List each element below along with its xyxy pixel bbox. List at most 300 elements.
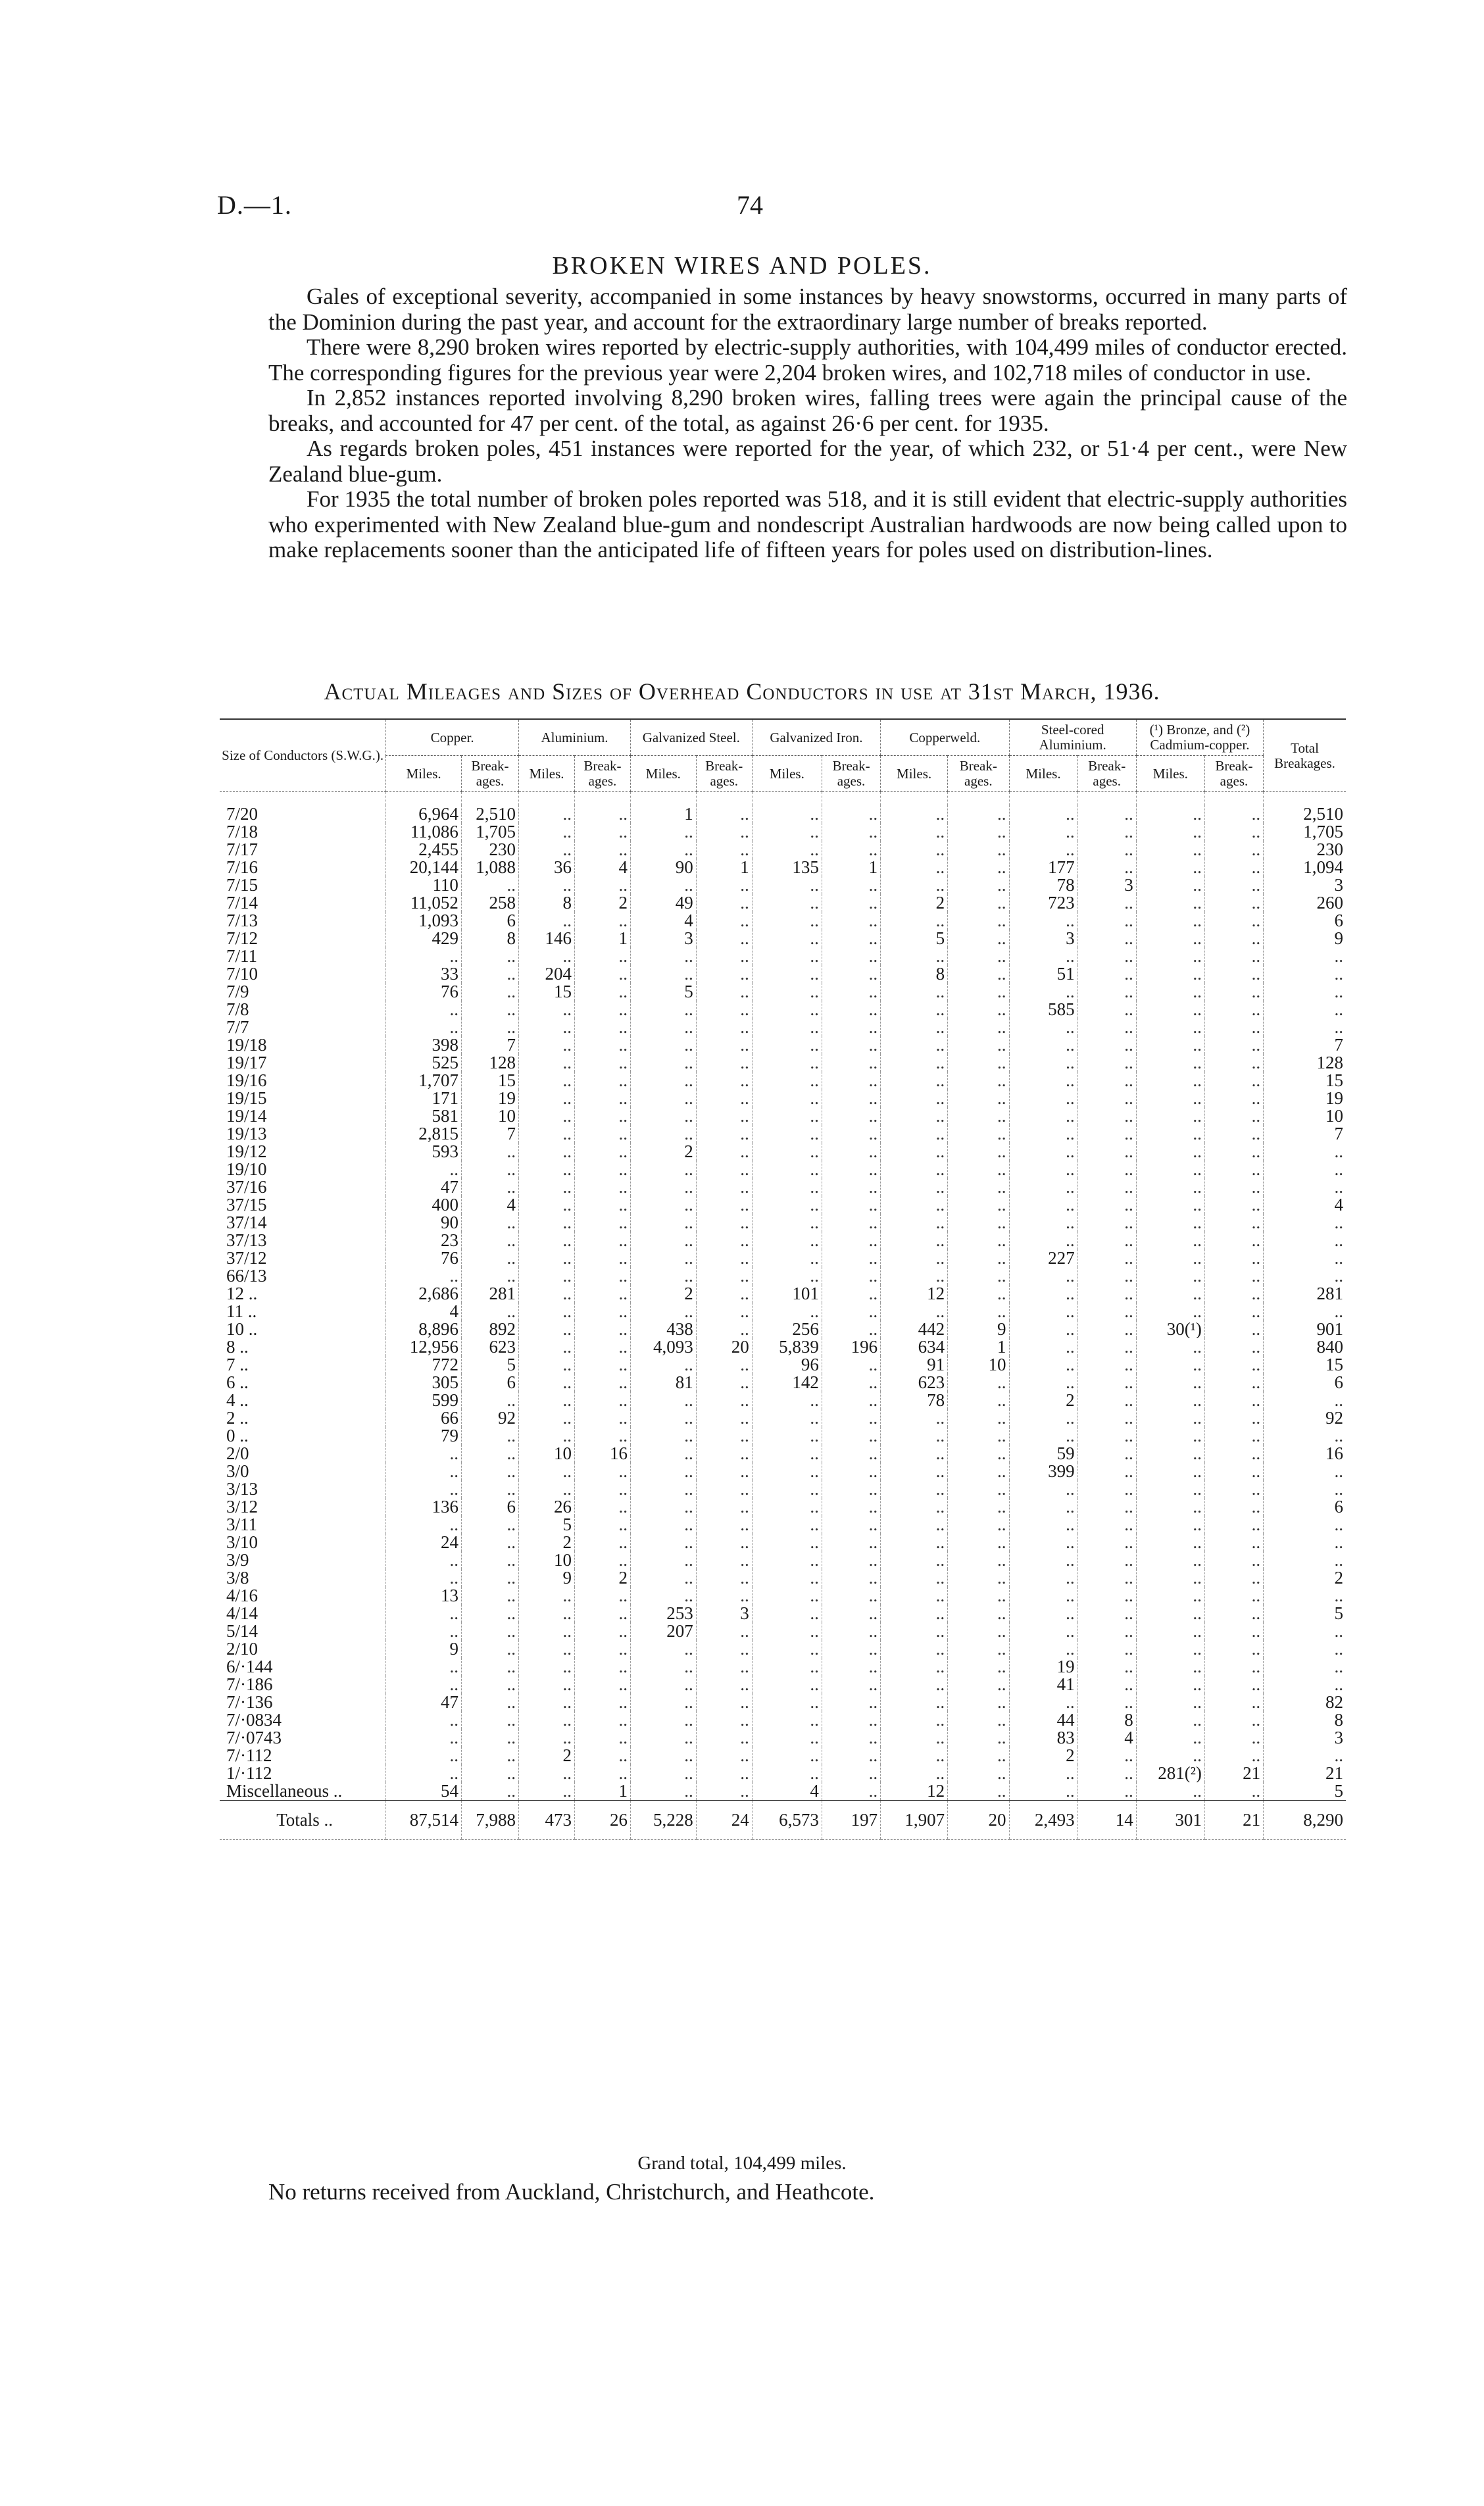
value-cell: .. xyxy=(1136,823,1204,841)
value-cell: .. xyxy=(1204,1711,1263,1729)
size-cell: 7/10 xyxy=(226,965,259,983)
value-cell: .. xyxy=(630,876,696,894)
value-cell: 525 xyxy=(386,1054,462,1072)
value-cell: .. xyxy=(630,1445,696,1463)
value-cell: .. xyxy=(822,1587,880,1605)
value-cell: .. xyxy=(822,1605,880,1622)
value-cell: .. xyxy=(696,1356,752,1374)
value-cell: 1 xyxy=(822,859,880,876)
value-cell: .. xyxy=(1204,1534,1263,1551)
grand-total: Grand total, 104,499 miles. xyxy=(637,2153,847,2174)
size-cell: 1/·112 xyxy=(226,1765,272,1782)
spacer-cell xyxy=(574,792,630,806)
value-cell: 8 xyxy=(881,965,948,983)
size-cell: 7/12 xyxy=(226,930,259,947)
value-cell: .. xyxy=(881,805,948,823)
value-cell: .. xyxy=(519,823,575,841)
value-cell: .. xyxy=(574,823,630,841)
value-cell: .. xyxy=(822,1232,880,1249)
value-cell: .. xyxy=(948,947,1009,965)
value-cell: 1 xyxy=(574,930,630,947)
value-cell: 19 xyxy=(1264,1090,1346,1107)
value-cell: .. xyxy=(574,1480,630,1498)
value-cell: .. xyxy=(630,1551,696,1569)
value-cell: .. xyxy=(630,1676,696,1693)
table-row xyxy=(220,1676,1346,1693)
table-row xyxy=(220,1622,1346,1640)
value-cell: .. xyxy=(1204,1018,1263,1036)
value-cell: .. xyxy=(1204,1782,1263,1801)
value-cell: .. xyxy=(574,1018,630,1036)
value-cell: .. xyxy=(822,1551,880,1569)
value-cell: .. xyxy=(1009,1480,1077,1498)
value-cell: .. xyxy=(461,1143,518,1161)
value-cell: .. xyxy=(1136,1551,1204,1569)
value-cell: .. xyxy=(752,1640,822,1658)
value-cell: .. xyxy=(519,1161,575,1178)
value-cell: 91 xyxy=(881,1356,948,1374)
value-cell: .. xyxy=(822,1018,880,1036)
value-cell: .. xyxy=(948,1018,1009,1036)
value-cell: 10 xyxy=(461,1107,518,1125)
value-cell: .. xyxy=(461,983,518,1001)
size-cell: 7/·136 xyxy=(226,1693,273,1711)
size-cell: 37/16 xyxy=(226,1178,267,1196)
value-cell: .. xyxy=(696,1143,752,1161)
value-cell: .. xyxy=(1204,965,1263,983)
value-cell: .. xyxy=(1136,1232,1204,1249)
size-cell: 7/9 xyxy=(226,983,249,1001)
value-cell: .. xyxy=(386,1711,462,1729)
value-cell: .. xyxy=(1077,1303,1136,1320)
value-cell: .. xyxy=(574,1125,630,1143)
value-cell: .. xyxy=(881,1267,948,1285)
value-cell: .. xyxy=(1204,1569,1263,1587)
value-cell: .. xyxy=(822,1658,880,1676)
total-cell: 5,228 xyxy=(630,1801,696,1840)
value-cell: 128 xyxy=(461,1054,518,1072)
value-cell: .. xyxy=(752,1214,822,1232)
value-cell: .. xyxy=(881,1676,948,1693)
table-row xyxy=(220,1036,1346,1054)
value-cell: 11,052 xyxy=(386,894,462,912)
value-cell: .. xyxy=(1136,1711,1204,1729)
value-cell: .. xyxy=(1077,1409,1136,1427)
value-cell: .. xyxy=(696,1480,752,1498)
table-row xyxy=(220,805,1346,823)
value-cell: .. xyxy=(1009,1374,1077,1391)
value-cell: .. xyxy=(752,1658,822,1676)
value-cell: .. xyxy=(822,1072,880,1090)
value-cell: .. xyxy=(1077,1391,1136,1409)
value-cell: .. xyxy=(1136,1018,1204,1036)
value-cell: .. xyxy=(574,947,630,965)
value-cell: .. xyxy=(630,1125,696,1143)
spacer-cell xyxy=(948,792,1009,806)
value-cell: .. xyxy=(822,1765,880,1782)
size-cell: 19/18 xyxy=(226,1036,267,1054)
value-cell: .. xyxy=(752,1143,822,1161)
value-cell: 281 xyxy=(461,1285,518,1303)
miles-subheader: Miles. xyxy=(1009,756,1077,792)
value-cell: .. xyxy=(519,912,575,930)
size-cell: 3/0 xyxy=(226,1463,249,1480)
value-cell: 83 xyxy=(1009,1729,1077,1747)
value-cell: .. xyxy=(1009,1622,1077,1640)
value-cell: 33 xyxy=(386,965,462,983)
value-cell: .. xyxy=(1264,1143,1346,1161)
table-row xyxy=(220,1569,1346,1587)
value-cell: .. xyxy=(822,1285,880,1303)
value-cell: .. xyxy=(1204,1214,1263,1232)
value-cell: .. xyxy=(881,1427,948,1445)
value-cell: .. xyxy=(574,983,630,1001)
value-cell: .. xyxy=(752,1605,822,1622)
value-cell: .. xyxy=(948,983,1009,1001)
table-row xyxy=(220,1018,1346,1036)
value-cell: 256 xyxy=(752,1320,822,1338)
size-cell: 37/14 xyxy=(226,1214,267,1232)
value-cell: .. xyxy=(881,823,948,841)
value-cell: .. xyxy=(822,1374,880,1391)
value-cell: .. xyxy=(574,1178,630,1196)
value-cell: .. xyxy=(948,1391,1009,1409)
size-cell: 19/14 xyxy=(226,1107,267,1125)
value-cell: .. xyxy=(1264,947,1346,965)
table-row xyxy=(220,1107,1346,1125)
value-cell: .. xyxy=(1077,1445,1136,1463)
value-cell: .. xyxy=(696,894,752,912)
table-row xyxy=(220,1267,1346,1285)
value-cell: .. xyxy=(1204,947,1263,965)
table-row xyxy=(220,1178,1346,1196)
value-cell: .. xyxy=(752,1534,822,1551)
value-cell: .. xyxy=(1204,1516,1263,1534)
value-cell: .. xyxy=(752,947,822,965)
table-row xyxy=(220,1782,1346,1801)
value-cell: .. xyxy=(1077,1374,1136,1391)
breakages-subheader: Break-ages. xyxy=(822,756,880,792)
value-cell: .. xyxy=(630,1232,696,1249)
value-cell: 398 xyxy=(386,1036,462,1054)
value-cell: .. xyxy=(1009,1036,1077,1054)
value-cell: 79 xyxy=(386,1427,462,1445)
value-cell: .. xyxy=(822,1178,880,1196)
value-cell: .. xyxy=(519,1249,575,1267)
value-cell: 12,956 xyxy=(386,1338,462,1356)
value-cell: .. xyxy=(1204,1409,1263,1427)
totals-label: Totals .. xyxy=(220,1801,386,1840)
value-cell: .. xyxy=(630,1178,696,1196)
value-cell: .. xyxy=(1264,1267,1346,1285)
value-cell: .. xyxy=(1009,1409,1077,1427)
value-cell: .. xyxy=(461,1622,518,1640)
value-cell: 7 xyxy=(1264,1036,1346,1054)
value-cell: .. xyxy=(519,1338,575,1356)
table-row xyxy=(220,1320,1346,1338)
value-cell: .. xyxy=(948,1463,1009,1480)
size-cell: 7/15 xyxy=(226,876,259,894)
value-cell: 2 xyxy=(574,894,630,912)
value-cell: .. xyxy=(1136,876,1204,894)
value-cell: .. xyxy=(574,1072,630,1090)
value-cell: .. xyxy=(519,1427,575,1445)
value-cell: .. xyxy=(1204,1605,1263,1622)
value-cell: 20,144 xyxy=(386,859,462,876)
value-cell: .. xyxy=(881,1498,948,1516)
value-cell: 2 xyxy=(881,894,948,912)
value-cell: .. xyxy=(948,823,1009,841)
group-header-galvanized-steel: Galvanized Steel. xyxy=(630,719,752,756)
size-cell: 5/14 xyxy=(226,1622,259,1640)
value-cell: .. xyxy=(881,1765,948,1782)
value-cell: .. xyxy=(752,1391,822,1409)
value-cell: .. xyxy=(1136,1303,1204,1320)
value-cell: 1,088 xyxy=(461,859,518,876)
value-cell: .. xyxy=(752,823,822,841)
value-cell: .. xyxy=(948,1676,1009,1693)
size-cell: 19/13 xyxy=(226,1125,267,1143)
value-cell: .. xyxy=(386,1267,462,1285)
value-cell: .. xyxy=(752,1747,822,1765)
value-cell: .. xyxy=(461,1729,518,1747)
value-cell: .. xyxy=(1204,1285,1263,1303)
value-cell: .. xyxy=(1136,1409,1204,1427)
value-cell: .. xyxy=(881,1605,948,1622)
value-cell: .. xyxy=(752,1765,822,1782)
value-cell: 66 xyxy=(386,1409,462,1427)
value-cell: .. xyxy=(1077,1338,1136,1356)
value-cell: .. xyxy=(1077,1622,1136,1640)
value-cell: .. xyxy=(1077,965,1136,983)
value-cell: .. xyxy=(881,1090,948,1107)
value-cell: .. xyxy=(1009,1161,1077,1178)
value-cell: .. xyxy=(1264,965,1346,983)
value-cell: .. xyxy=(1204,1498,1263,1516)
value-cell: .. xyxy=(752,1516,822,1534)
value-cell: 1,705 xyxy=(461,823,518,841)
value-cell: .. xyxy=(1204,1693,1263,1711)
table-row xyxy=(220,912,1346,930)
table-row xyxy=(220,1480,1346,1498)
value-cell: .. xyxy=(881,1143,948,1161)
value-cell: .. xyxy=(630,947,696,965)
value-cell: .. xyxy=(752,1036,822,1054)
value-cell: .. xyxy=(630,1498,696,1516)
value-cell: 6 xyxy=(1264,1498,1346,1516)
value-cell: .. xyxy=(630,1107,696,1125)
value-cell: .. xyxy=(1009,1018,1077,1036)
table-row xyxy=(220,1001,1346,1018)
value-cell: .. xyxy=(696,841,752,859)
value-cell: .. xyxy=(696,1622,752,1640)
value-cell: 136 xyxy=(386,1498,462,1516)
value-cell: 13 xyxy=(386,1587,462,1605)
value-cell: 177 xyxy=(1009,859,1077,876)
value-cell: 51 xyxy=(1009,965,1077,983)
size-cell: 2/0 xyxy=(226,1445,249,1463)
spacer-cell xyxy=(1077,792,1136,806)
value-cell: .. xyxy=(574,1409,630,1427)
value-cell: .. xyxy=(630,1054,696,1072)
value-cell: .. xyxy=(1077,823,1136,841)
value-cell: .. xyxy=(1077,1498,1136,1516)
value-cell: .. xyxy=(1264,1214,1346,1232)
total-cell: 473 xyxy=(519,1801,575,1840)
value-cell: 593 xyxy=(386,1143,462,1161)
value-cell: .. xyxy=(1204,1338,1263,1356)
value-cell: .. xyxy=(574,1463,630,1480)
value-cell: .. xyxy=(948,1303,1009,1320)
value-cell: 21 xyxy=(1204,1765,1263,1782)
value-cell: .. xyxy=(1136,1427,1204,1445)
value-cell: .. xyxy=(696,1463,752,1480)
value-cell: .. xyxy=(1136,1587,1204,1605)
value-cell: .. xyxy=(461,1605,518,1622)
value-cell: .. xyxy=(948,859,1009,876)
value-cell: 3 xyxy=(630,930,696,947)
value-cell: 6 xyxy=(461,912,518,930)
value-cell: .. xyxy=(519,1622,575,1640)
value-cell: .. xyxy=(1077,947,1136,965)
value-cell: .. xyxy=(696,1285,752,1303)
total-cell: 26 xyxy=(574,1801,630,1840)
value-cell: .. xyxy=(1136,1658,1204,1676)
value-cell: 8,896 xyxy=(386,1320,462,1338)
value-cell: .. xyxy=(574,1267,630,1285)
size-cell: 19/16 xyxy=(226,1072,267,1090)
no-returns-note: No returns received from Auckland, Christchurch, and Heathcote. xyxy=(268,2179,875,2205)
size-cell: 3/10 xyxy=(226,1534,259,1551)
value-cell: 2 xyxy=(630,1285,696,1303)
value-cell: 227 xyxy=(1009,1249,1077,1267)
value-cell: .. xyxy=(696,983,752,1001)
value-cell: .. xyxy=(519,1463,575,1480)
value-cell: .. xyxy=(1077,1285,1136,1303)
value-cell: .. xyxy=(948,1267,1009,1285)
spacer-cell xyxy=(696,792,752,806)
value-cell: .. xyxy=(1009,1427,1077,1445)
table-row xyxy=(220,1765,1346,1782)
value-cell: .. xyxy=(630,1249,696,1267)
value-cell: .. xyxy=(630,1782,696,1801)
value-cell: .. xyxy=(1264,1018,1346,1036)
spacer-cell xyxy=(1009,792,1077,806)
value-cell: .. xyxy=(948,1765,1009,1782)
value-cell: .. xyxy=(386,1658,462,1676)
value-cell: 7 xyxy=(461,1036,518,1054)
value-cell: .. xyxy=(822,1320,880,1338)
value-cell: .. xyxy=(752,1445,822,1463)
value-cell: .. xyxy=(881,1747,948,1765)
value-cell: .. xyxy=(519,1001,575,1018)
value-cell: .. xyxy=(1077,1587,1136,1605)
value-cell: 8 xyxy=(519,894,575,912)
value-cell: .. xyxy=(519,1320,575,1338)
value-cell: 260 xyxy=(1264,894,1346,912)
value-cell: .. xyxy=(1077,1214,1136,1232)
value-cell: 6 xyxy=(1264,912,1346,930)
table-row xyxy=(220,1409,1346,1427)
value-cell: .. xyxy=(752,1303,822,1320)
value-cell: 16 xyxy=(574,1445,630,1463)
value-cell: 281(²) xyxy=(1136,1765,1204,1782)
value-cell: .. xyxy=(461,1640,518,1658)
value-cell: .. xyxy=(574,1640,630,1658)
value-cell: .. xyxy=(948,876,1009,894)
table-row xyxy=(220,930,1346,947)
value-cell: .. xyxy=(1204,1587,1263,1605)
value-cell: .. xyxy=(822,1427,880,1445)
breakages-subheader: Break-ages. xyxy=(948,756,1009,792)
value-cell: .. xyxy=(1009,983,1077,1001)
value-cell: .. xyxy=(1009,1693,1077,1711)
value-cell: .. xyxy=(461,1693,518,1711)
value-cell: .. xyxy=(948,1143,1009,1161)
value-cell: .. xyxy=(696,1765,752,1782)
spacer-cell xyxy=(822,792,880,806)
size-cell: 19/10 xyxy=(226,1161,267,1178)
value-cell: .. xyxy=(1077,1072,1136,1090)
value-cell: .. xyxy=(881,983,948,1001)
size-cell: 7/18 xyxy=(226,823,259,841)
value-cell: .. xyxy=(696,1658,752,1676)
value-cell: .. xyxy=(696,930,752,947)
value-cell: .. xyxy=(1136,1249,1204,1267)
value-cell: .. xyxy=(948,1232,1009,1249)
value-cell: .. xyxy=(574,1036,630,1054)
value-cell: .. xyxy=(1264,983,1346,1001)
size-cell: 7/13 xyxy=(226,912,259,930)
value-cell: .. xyxy=(1136,1125,1204,1143)
value-cell: .. xyxy=(1264,1249,1346,1267)
value-cell: .. xyxy=(752,1480,822,1498)
value-cell: .. xyxy=(1136,1285,1204,1303)
value-cell: .. xyxy=(630,1267,696,1285)
value-cell: .. xyxy=(1204,1676,1263,1693)
value-cell: .. xyxy=(881,1711,948,1729)
value-cell: .. xyxy=(1077,1090,1136,1107)
value-cell: .. xyxy=(1077,1107,1136,1125)
value-cell: .. xyxy=(696,1374,752,1391)
value-cell: .. xyxy=(881,947,948,965)
value-cell: .. xyxy=(519,1303,575,1320)
table-row xyxy=(220,1338,1346,1356)
value-cell: .. xyxy=(822,876,880,894)
value-cell: .. xyxy=(386,1569,462,1587)
value-cell: 23 xyxy=(386,1232,462,1249)
value-cell: .. xyxy=(1136,1516,1204,1534)
value-cell: .. xyxy=(948,1409,1009,1427)
paragraph: There were 8,290 broken wires reported by electric-supply authorities, with 104,499 miles of conductor erected. The corresponding figures for the previous year were 2,204 broken wires, and 102,718 miles of conductor in use. xyxy=(268,334,1347,386)
value-cell: .. xyxy=(630,1640,696,1658)
value-cell: 12 xyxy=(881,1285,948,1303)
value-cell: .. xyxy=(461,1765,518,1782)
size-cell: 6 .. xyxy=(226,1374,249,1391)
value-cell: .. xyxy=(752,1072,822,1090)
value-cell: 54 xyxy=(386,1782,462,1801)
value-cell: 76 xyxy=(386,983,462,1001)
value-cell: 2,455 xyxy=(386,841,462,859)
value-cell: .. xyxy=(1204,1161,1263,1178)
value-cell: 4 xyxy=(574,859,630,876)
value-cell: .. xyxy=(822,1622,880,1640)
value-cell: .. xyxy=(948,1001,1009,1018)
value-cell: .. xyxy=(881,841,948,859)
value-cell: .. xyxy=(822,1303,880,1320)
value-cell: .. xyxy=(822,1214,880,1232)
value-cell: 634 xyxy=(881,1338,948,1356)
